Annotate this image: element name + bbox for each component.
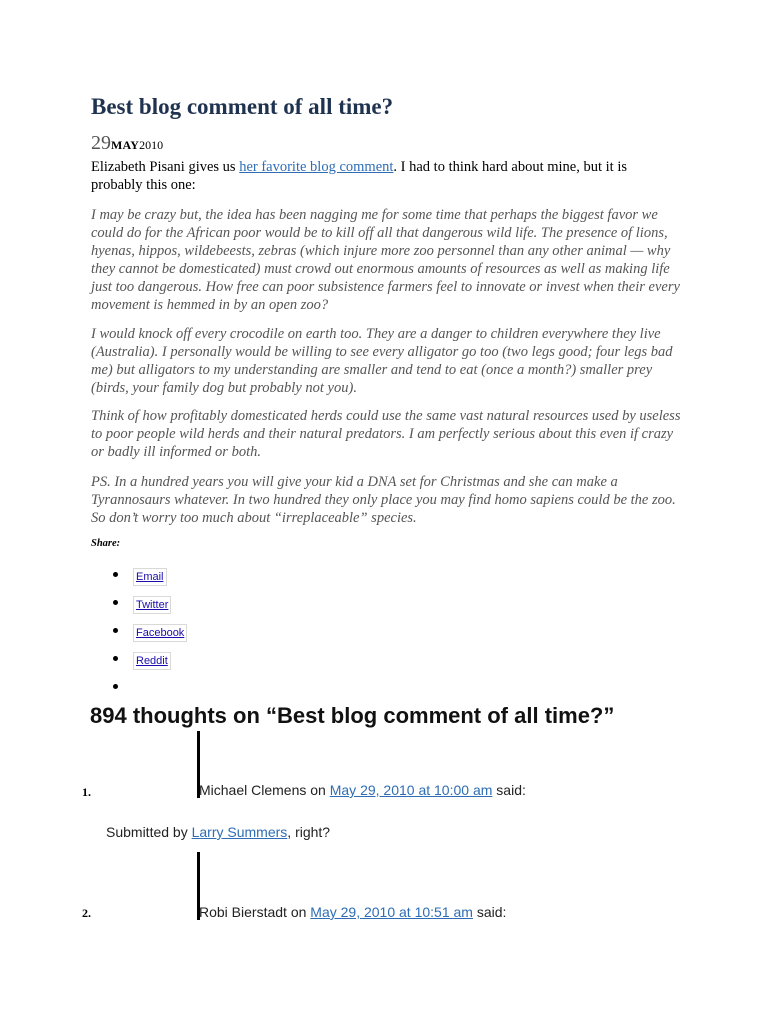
comment-number: 2. (82, 906, 91, 920)
comment-said: said: (472, 904, 507, 920)
share-facebook-button[interactable]: Facebook (133, 624, 187, 642)
quote-paragraph-3: Think of how profitably domesticated herds could use the same vast natural resources used by useless to poor people wild herds and their natural predators. I am perfectly serious about this even if crazy or badly ill informed or both. (91, 408, 681, 460)
comment-number: 1. (82, 785, 91, 799)
comment-body (106, 824, 330, 840)
date-day: 29 (91, 132, 111, 154)
share-label: Share: (91, 538, 121, 549)
comment-on: on (286, 904, 311, 920)
bullet-icon (113, 656, 118, 661)
comment-body-before: Submitted by (106, 824, 192, 840)
comment-on: on (306, 782, 330, 798)
share-twitter-button[interactable]: Twitter (133, 596, 171, 614)
bullet-icon (113, 628, 118, 633)
comment-author: Michael Clemens (199, 782, 307, 798)
comment-said: said: (492, 782, 526, 798)
comment-body-after: , right? (287, 824, 331, 840)
date-month: MAY (111, 138, 140, 152)
comment-date-link[interactable]: May 29, 2010 at 10:00 am (329, 782, 493, 798)
bullet-icon (113, 600, 118, 605)
post-date (91, 132, 163, 155)
comments-heading: 894 thoughts on “Best blog comment of all time?” (90, 703, 615, 728)
comment-body-link[interactable]: Larry Summers (191, 824, 288, 840)
quote-paragraph-2: I would knock off every crocodile on earth too. They are a danger to children everywhere they live (Australia). I personally would be willing to see every alligator go too (two legs good; four legs bad me) but alligators to my understanding are smaller and tend to eat (once a month?) smaller prey (birds, your family dog but probably not you). (91, 326, 673, 396)
comment-meta (199, 782, 526, 798)
date-year: 2010 (139, 138, 164, 152)
intro-text-after: . I had to think hard about mine, but it is probably this one: (91, 159, 628, 193)
post-title: Best blog comment of all time? (91, 94, 394, 119)
post-intro (91, 158, 681, 194)
favorite-comment-link[interactable]: her favorite blog comment (239, 159, 394, 175)
comment-meta (199, 904, 506, 920)
comment-author: Robi Bierstadt (199, 904, 287, 920)
quote-paragraph-4: PS. In a hundred years you will give your kid a DNA set for Christmas and she can make a Tyrannosaurs whatever. In two hundred they only place you may find homo sapiens could be the zoo. So don’t worry too much about “irreplaceable” species. (91, 474, 676, 526)
bullet-icon (113, 684, 118, 689)
quote-paragraph-1: I may be crazy but, the idea has been nagging me for some time that perhaps the biggest favor we could do for the African poor would be to kill off all that dangerous wild life. The presence of lions, hyenas, hippos, wildebeests, zebras (which injure more zoo personnel than any other animal — why they cannot be domesticated) must crowd out enormous amounts of resources as well as making life just too dangerous. How free can poor subsistence farmers feel to innovate or invest when their every movement is hemmed in by an open zoo? (91, 207, 680, 313)
share-reddit-button[interactable]: Reddit (133, 652, 171, 670)
bullet-icon (113, 572, 118, 577)
share-email-button[interactable]: Email (133, 568, 167, 586)
comment-date-link[interactable]: May 29, 2010 at 10:51 am (310, 904, 473, 920)
intro-text-before: Elizabeth Pisani gives us (91, 159, 240, 175)
